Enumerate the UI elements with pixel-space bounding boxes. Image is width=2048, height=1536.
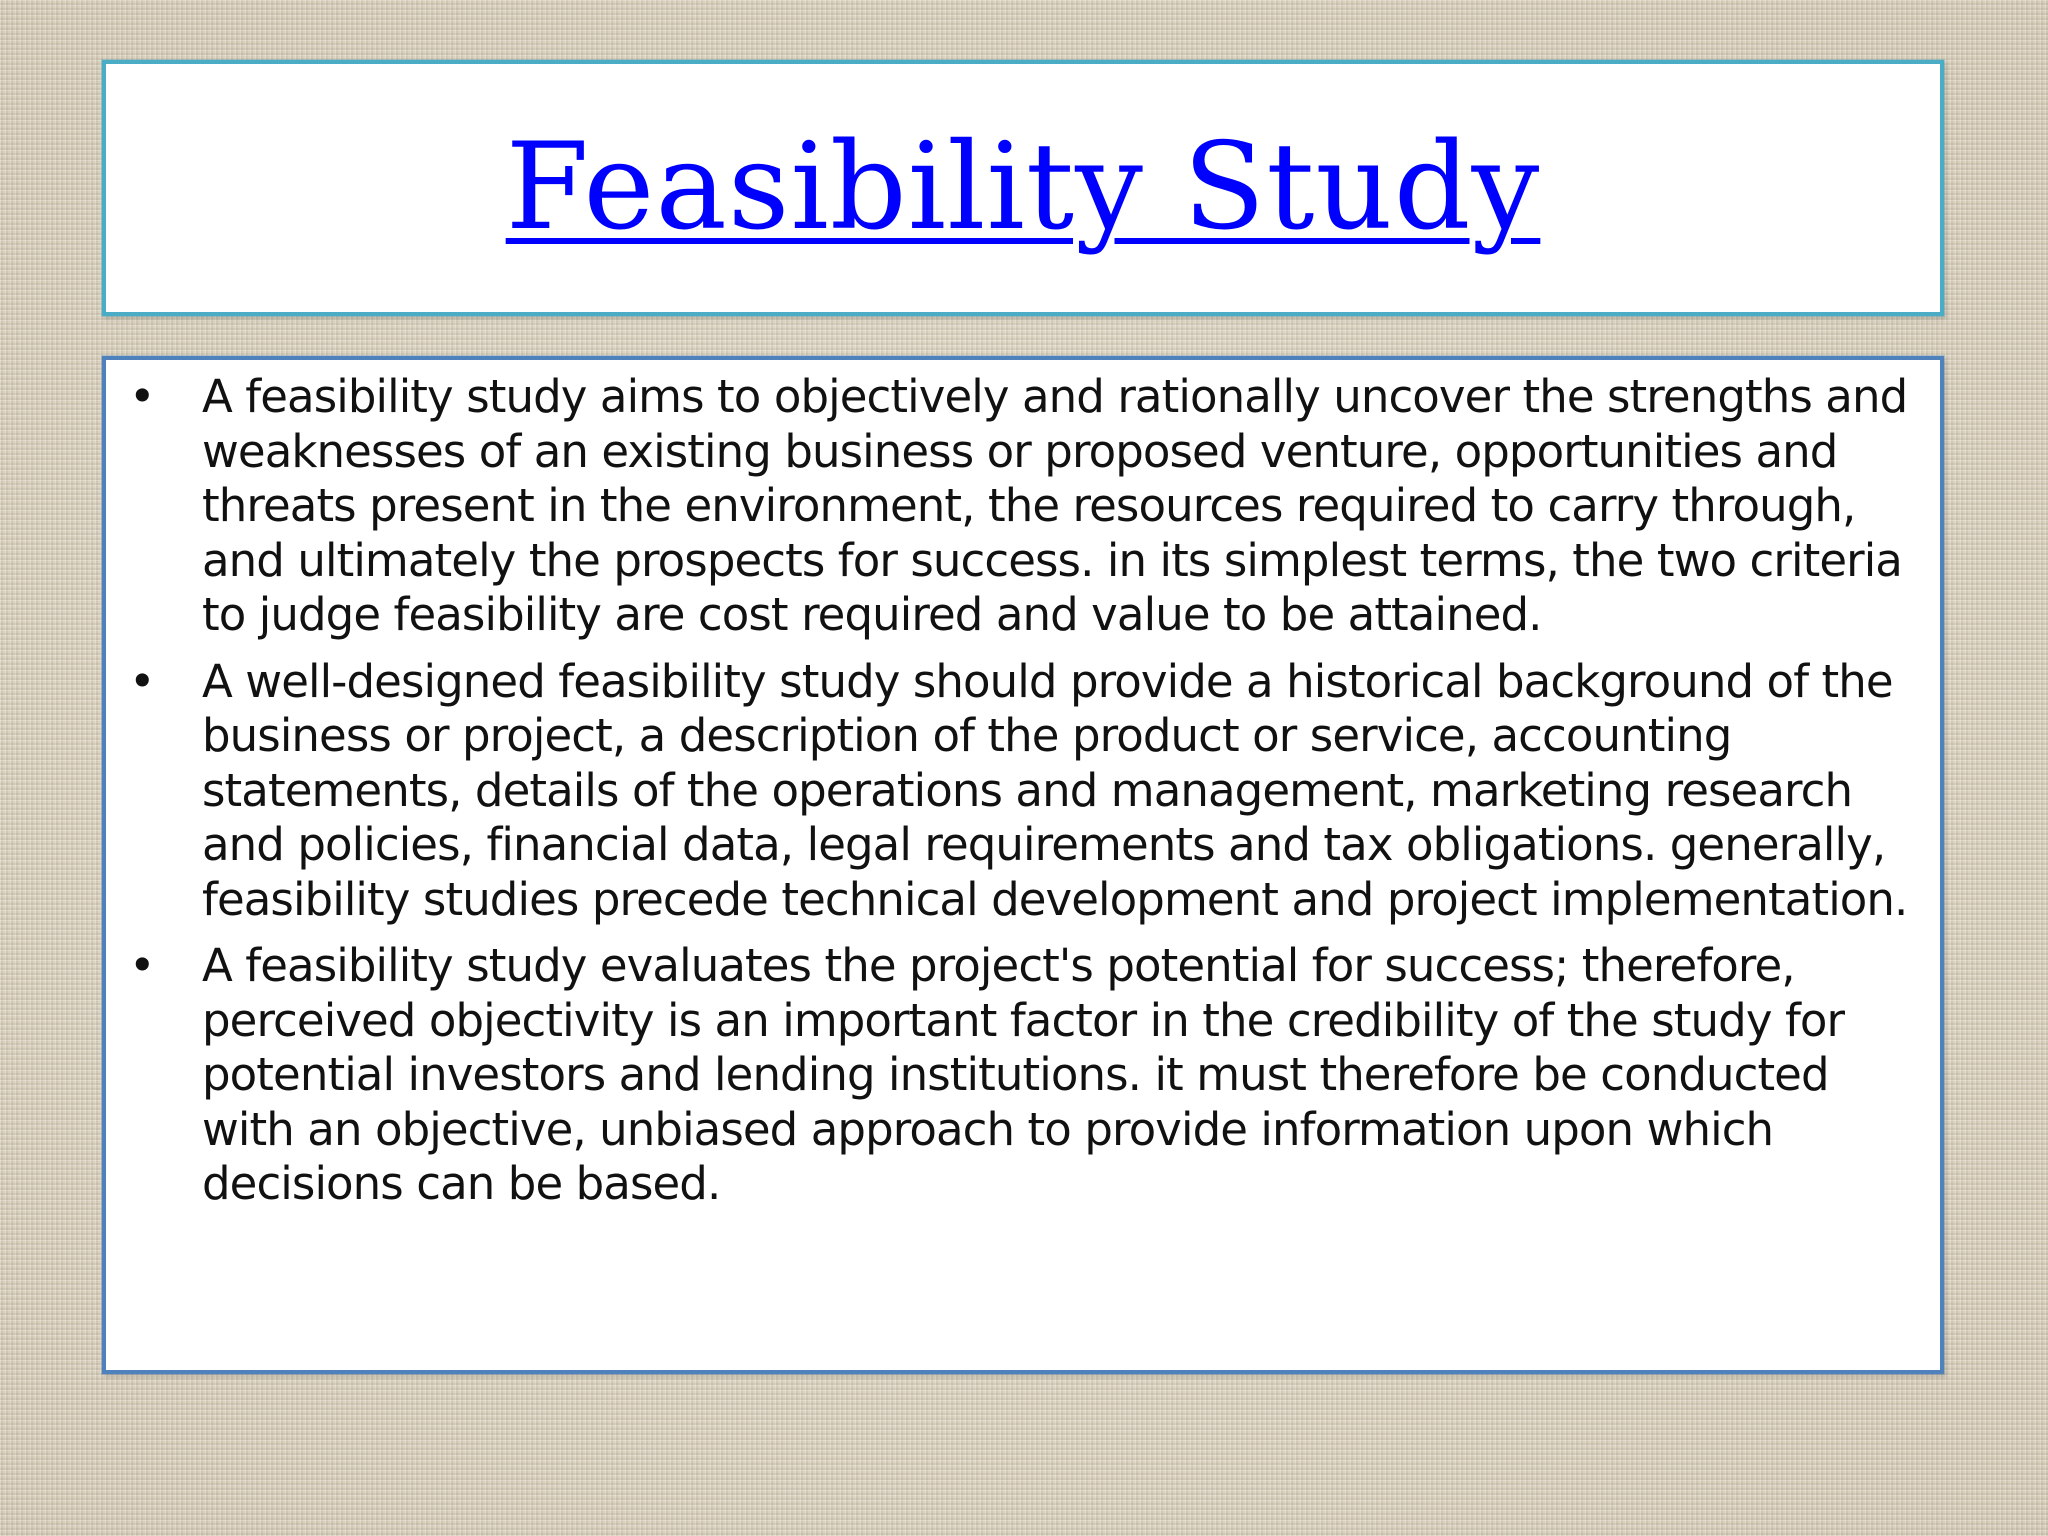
bullet-item-1 xyxy=(106,370,1922,643)
bullet-text: A feasibility study aims to objectively and rationally uncover the strengths and weaknesses of an existing business or proposed venture, opportunities and threats present in the environment, the resources required to carry through, and ultimately the prospects for success. in its simplest terms, the two criteria to judge feasibility are cost required and value to be attained. xyxy=(202,370,1908,641)
bullet-icon: • xyxy=(129,370,155,423)
bullet-icon: • xyxy=(129,939,155,992)
bullet-list xyxy=(106,370,1922,1212)
bullet-icon: • xyxy=(129,654,155,708)
slide-title: Feasibility Study xyxy=(505,118,1541,257)
bullet-item-2 xyxy=(106,655,1922,928)
content-box xyxy=(102,356,1944,1374)
bullet-text: A feasibility study evaluates the project's potential for success; therefore, perceived objectivity is an important factor in the credibility of the study for potential investors and lending institutions. it must therefore be conducted with an objective, unbiased approach to provide information upon which decisions can be based. xyxy=(202,939,1845,1210)
bullet-text: A well-designed feasibility study should provide a historical background of the business or project, a description of the product or service, accounting statements, details of the operations and management, marketing research and policies, financial data, legal requirements and tax obligations. generally, feasibility studies precede technical development and project implementation. xyxy=(202,654,1908,926)
bullet-item-3 xyxy=(106,939,1922,1212)
title-box xyxy=(102,60,1944,316)
